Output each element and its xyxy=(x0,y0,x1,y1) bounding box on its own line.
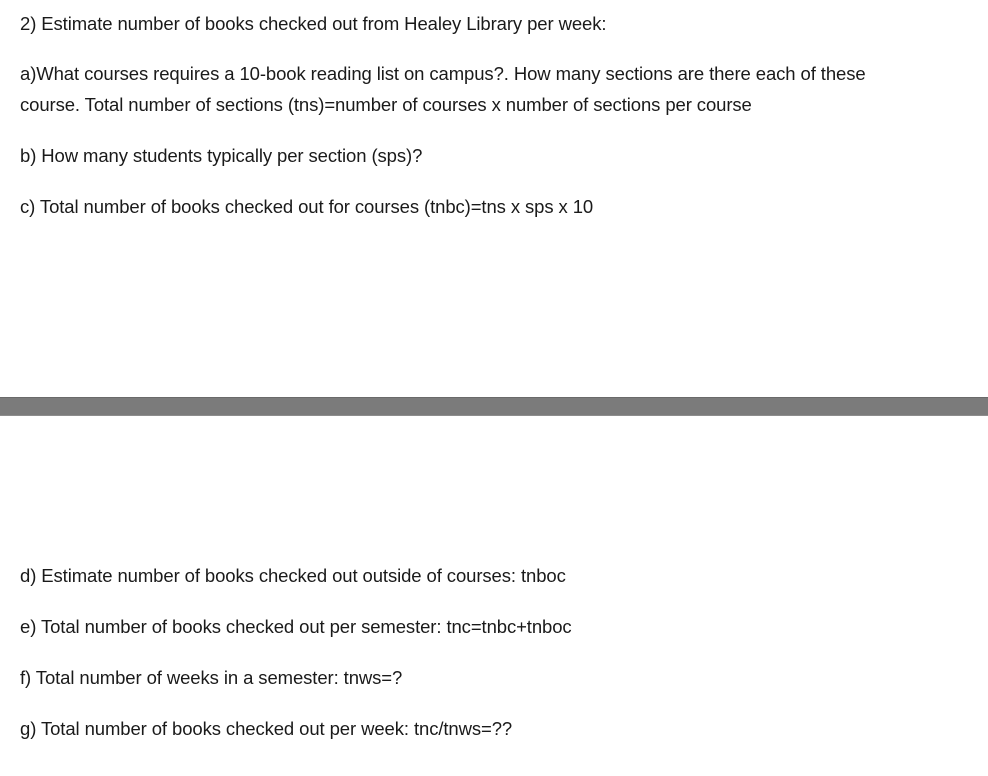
item-b: b) How many students typically per section (sps)? xyxy=(20,145,423,166)
item-f: f) Total number of weeks in a semester: tnws=? xyxy=(20,667,403,688)
question-heading: 2) Estimate number of books checked out from Healey Library per week: xyxy=(20,13,607,34)
page-break-divider xyxy=(0,397,988,416)
item-a-line-1: a)What courses requires a 10-book reading list on campus?. How many sections are there each of these xyxy=(20,63,866,84)
item-g: g) Total number of books checked out per week: tnc/tnws=?? xyxy=(20,718,513,739)
item-a-line-2: course. Total number of sections (tns)=number of courses x number of sections per course xyxy=(20,94,752,115)
item-d: d) Estimate number of books checked out outside of courses: tnboc xyxy=(20,565,566,586)
item-e: e) Total number of books checked out per semester: tnc=tnbc+tnboc xyxy=(20,616,572,637)
item-c: c) Total number of books checked out for courses (tnbc)=tns x sps x 10 xyxy=(20,196,594,217)
